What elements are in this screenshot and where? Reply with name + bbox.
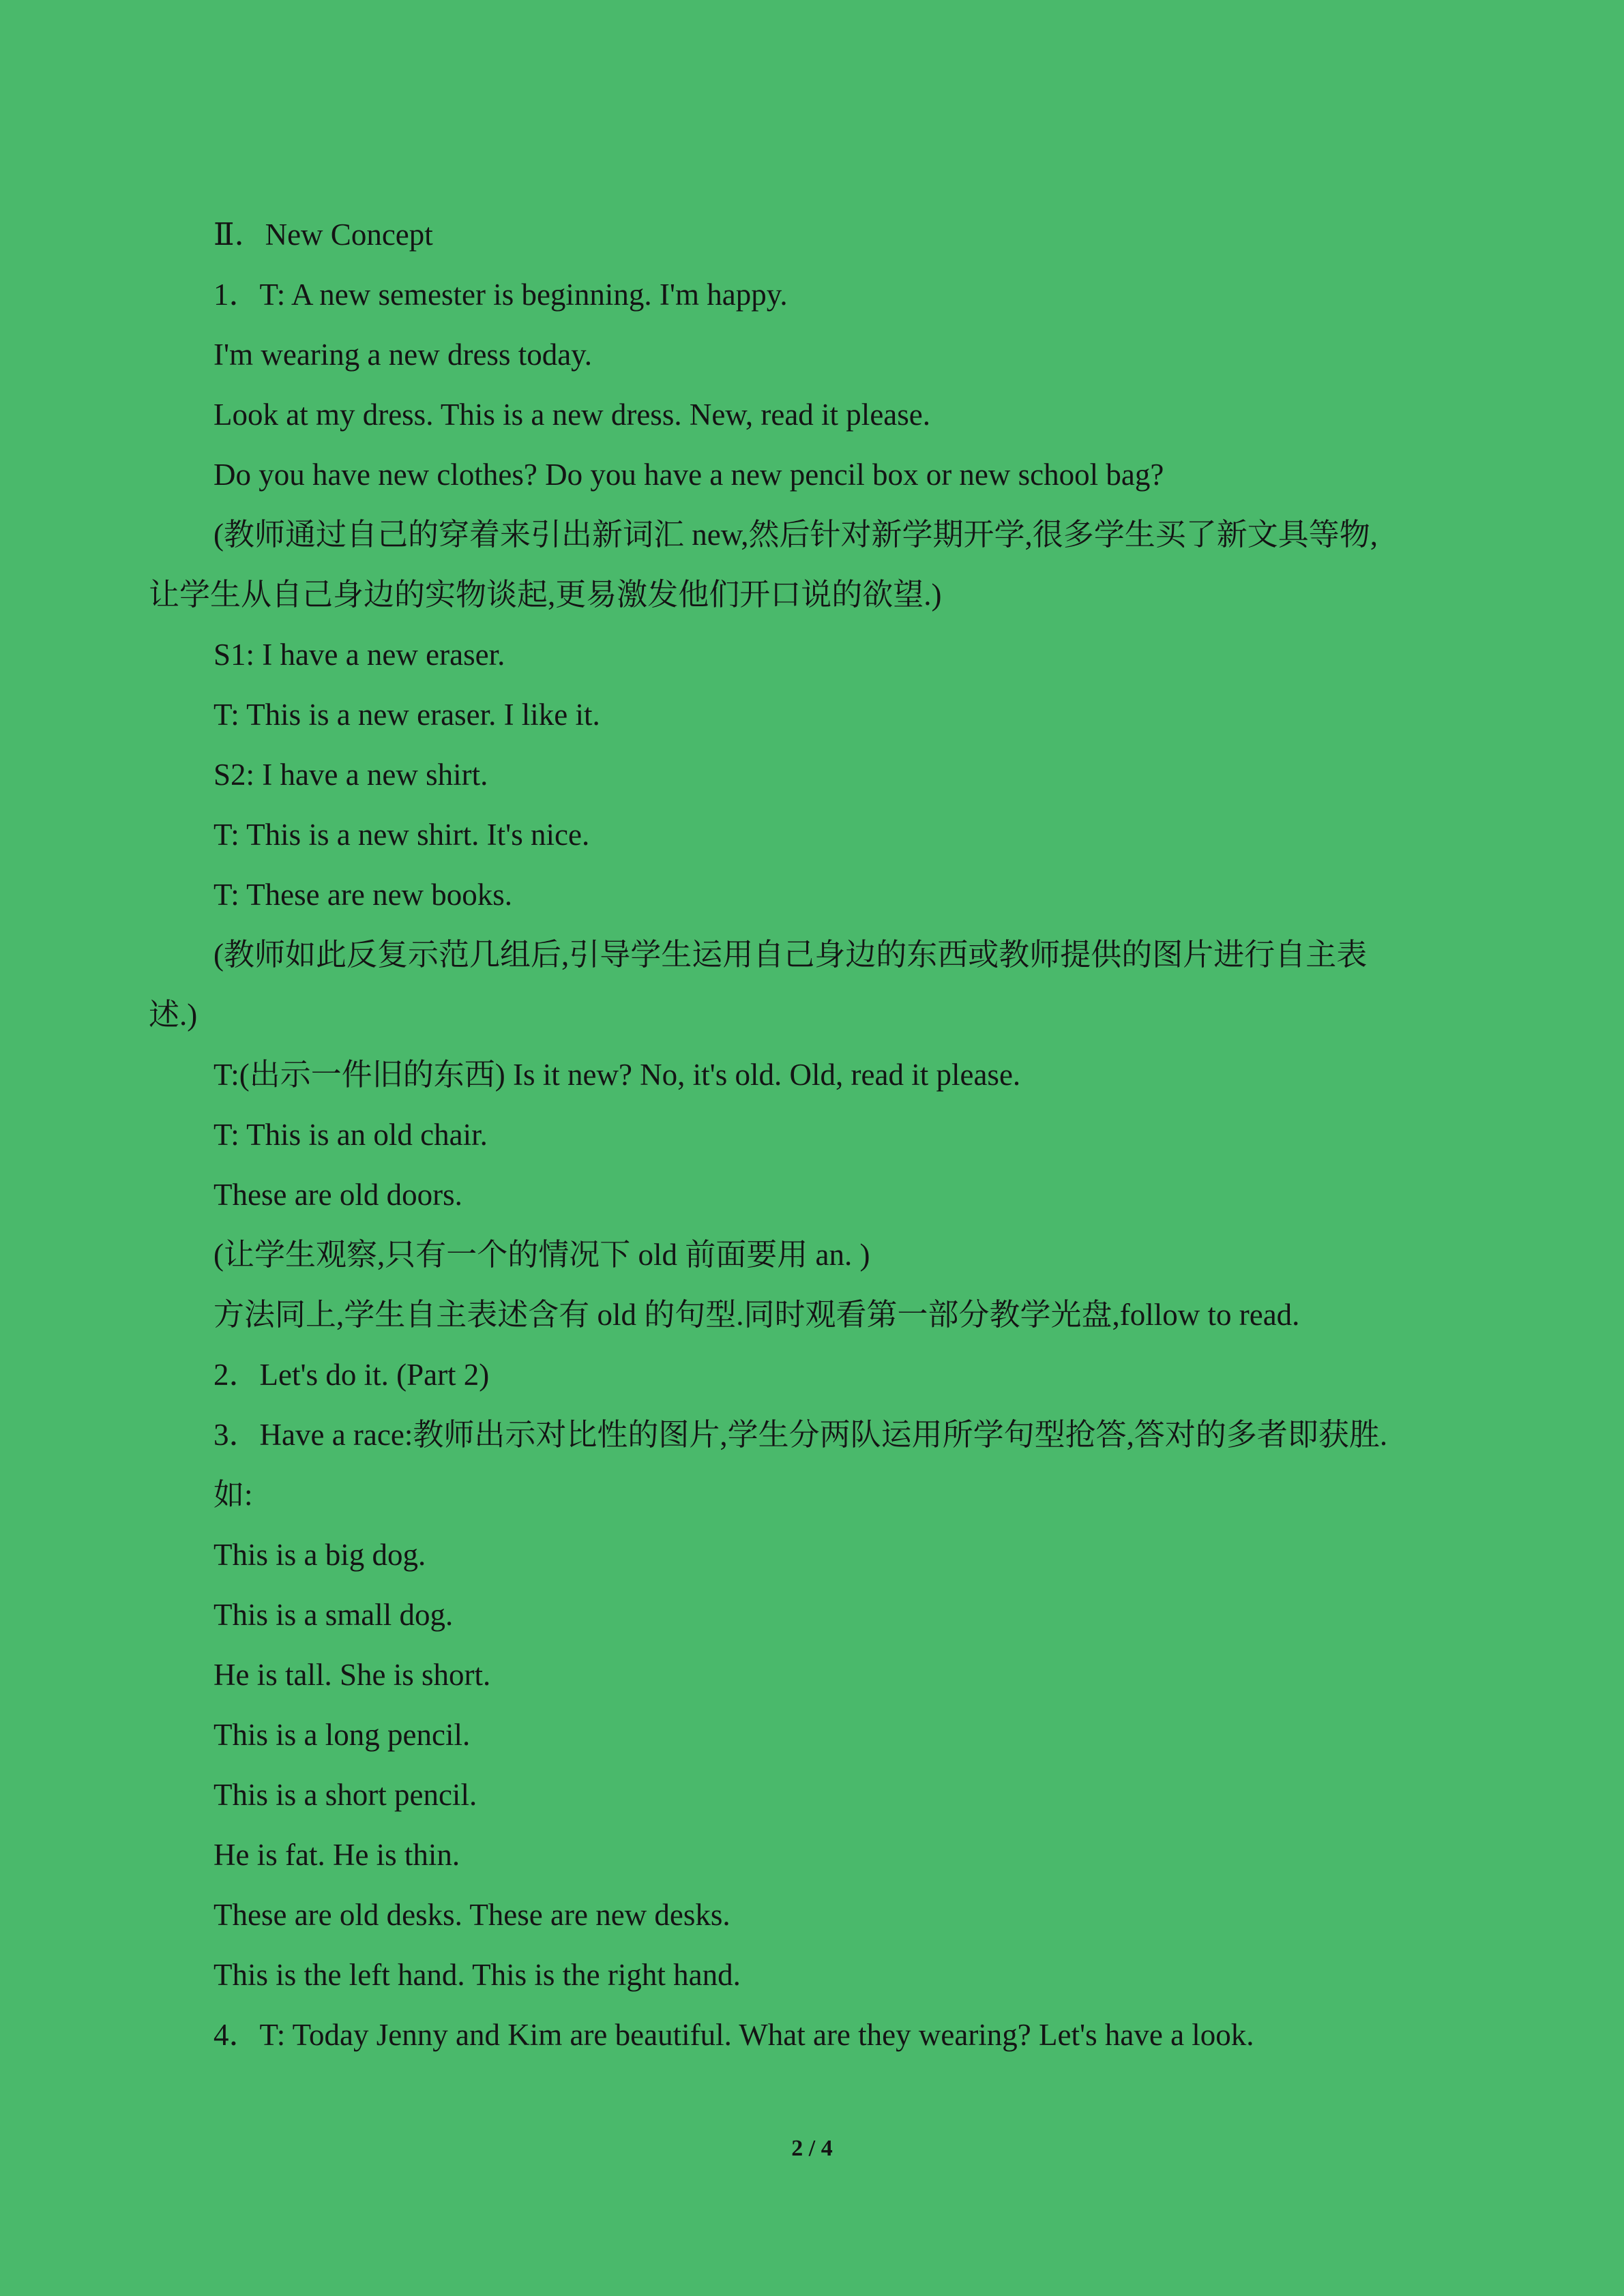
text-line: (教师如此反复示范几组后,引导学生运用自己身边的东西或教师提供的图片进行自主表 (213, 938, 1368, 972)
text-line: 方法同上,学生自主表述含有 old 的句型.同时观看第一部分教学光盘,follow to read. (213, 1298, 1300, 1332)
text-line: Look at my dress. This is a new dress. New, read it please. (213, 398, 930, 432)
text-line: T: This is a new eraser. I like it. (213, 698, 600, 732)
text-line: He is tall. She is short. (213, 1658, 491, 1692)
text-line: (教师通过自己的穿着来引出新词汇 new,然后针对新学期开学,很多学生买了新文具等物, (213, 518, 1378, 552)
text-line: 4．T: Today Jenny and Kim are beautiful. What are they wearing? Let's have a look. (213, 2018, 1254, 2052)
page-number: 2 / 4 (791, 2136, 833, 2161)
text-line: 述.) (149, 998, 198, 1032)
text-line: 2．Let's do it. (Part 2) (213, 1358, 490, 1392)
text-line: This is a small dog. (213, 1598, 454, 1632)
document-body (149, 205, 1475, 2065)
text-line: Do you have new clothes? Do you have a new pencil box or new school bag? (213, 458, 1164, 492)
text-line: He is fat. He is thin. (213, 1838, 460, 1872)
text-line: T:(出示一件旧的东西) Is it new? No, it's old. Old, read it please. (213, 1058, 1021, 1092)
text-line: (让学生观察,只有一个的情况下 old 前面要用 an. ) (213, 1238, 870, 1272)
text-line: This is a short pencil. (213, 1778, 477, 1812)
text-line: Ⅱ．New Concept (213, 218, 433, 252)
text-line: 1．T: A new semester is beginning. I'm happy. (213, 278, 788, 312)
text-line: S2: I have a new shirt. (213, 758, 488, 792)
text-line: T: This is a new shirt. It's nice. (213, 818, 590, 852)
text-line: 让学生从自己身边的实物谈起,更易激发他们开口说的欲望.) (149, 578, 942, 612)
text-line: T: These are new books. (213, 878, 513, 912)
text-line: This is a big dog. (213, 1538, 426, 1572)
text-line: These are old doors. (213, 1178, 462, 1212)
text-line: This is the left hand. This is the right hand. (213, 1958, 741, 1992)
text-line: 如: (213, 1478, 253, 1512)
text-line: T: This is an old chair. (213, 1118, 488, 1152)
text-line: This is a long pencil. (213, 1718, 471, 1752)
text-line: S1: I have a new eraser. (213, 638, 505, 672)
text-line: I'm wearing a new dress today. (213, 338, 593, 372)
text-line: These are old desks. These are new desks. (213, 1898, 730, 1932)
text-line: 3．Have a race:教师出示对比性的图片,学生分两队运用所学句型抢答,答对的多者即获胜. (213, 1418, 1388, 1452)
